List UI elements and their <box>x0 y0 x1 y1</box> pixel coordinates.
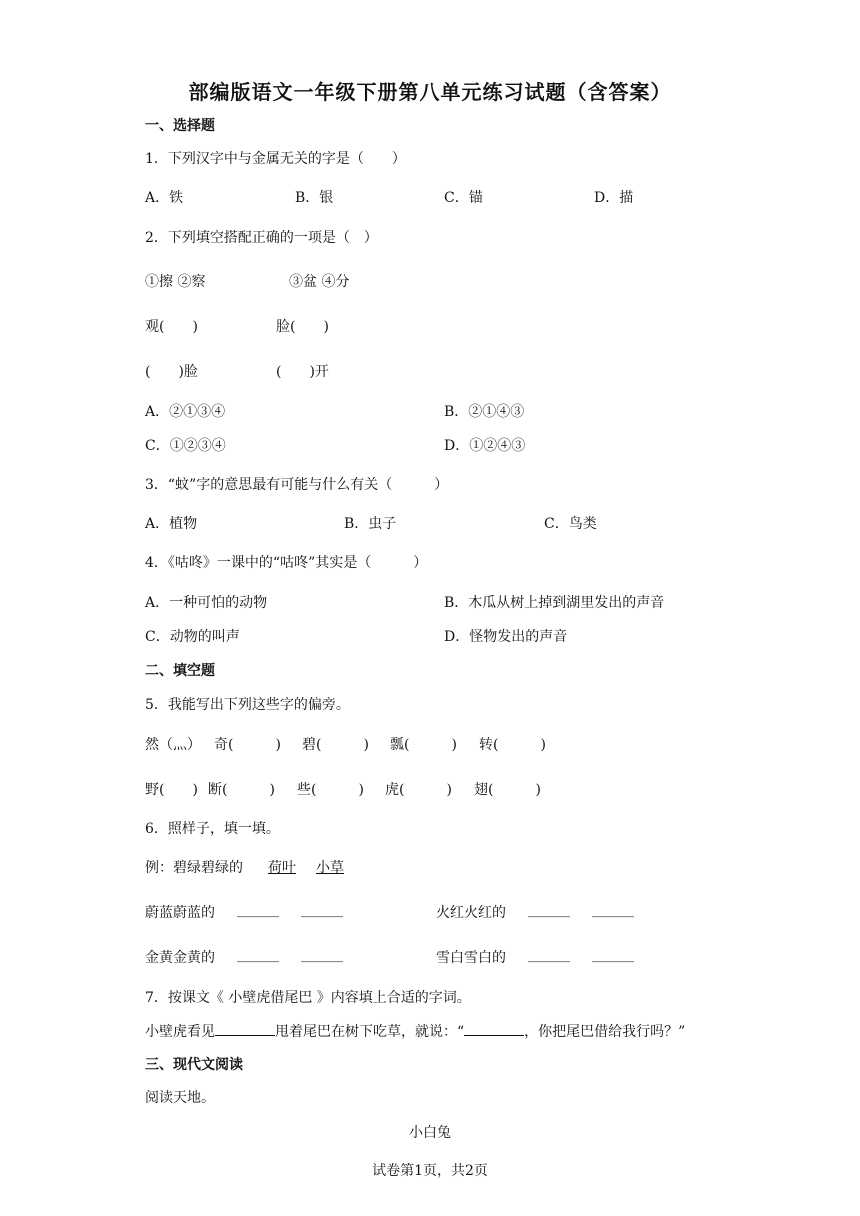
q6-blank[interactable]: ______ <box>528 947 570 963</box>
q4-option-b: B．木瓜从树上掉到湖里发出的声音 <box>444 595 665 611</box>
q6-blank[interactable]: ______ <box>592 947 634 963</box>
q5-row1-item: 瓢( ) <box>390 737 457 753</box>
question-6-stem: 6．照样子，填一填。 <box>145 821 280 837</box>
q2-items-b: ③盆 ④分 <box>289 274 350 290</box>
q2-items-a: ①擦 ②察 <box>145 274 206 290</box>
q5-row2-item: 些( ) <box>297 782 364 798</box>
q3-option-a: A．植物 <box>145 516 198 532</box>
q6-example-word: 小草 <box>316 860 344 876</box>
q3-option-c: C．鸟类 <box>544 516 597 532</box>
q7-blank-1[interactable] <box>215 1021 275 1036</box>
q7-text-a: 小壁虎看见 <box>145 1024 215 1040</box>
question-5-stem: 5．我能写出下列这些字的偏旁。 <box>145 697 350 713</box>
q6-example-word: 荷叶 <box>268 860 296 876</box>
question-2-stem: 2．下列填空搭配正确的一项是（ ） <box>145 230 378 246</box>
q6-blank[interactable]: ______ <box>301 902 343 918</box>
q4-option-a: A．一种可怕的动物 <box>145 595 268 611</box>
q2-option-b: B．②①④③ <box>444 404 525 420</box>
q5-row1-item: 奇( ) <box>214 737 281 753</box>
q6-example-prefix: 例：碧绿碧绿的 <box>145 860 243 876</box>
q5-row1-item: 碧( ) <box>302 737 369 753</box>
section-heading-reading: 三、现代文阅读 <box>145 1057 243 1073</box>
q7-text-b: 甩着尾巴在树下吃草，就说：“ <box>275 1024 465 1040</box>
page-title: 部编版语文一年级下册第八单元练习试题（含答案） <box>188 80 672 104</box>
q7-text-c: ，你把尾巴借给我行吗？” <box>524 1024 686 1040</box>
q1-option-c: C．锚 <box>444 190 483 206</box>
q2-row1-a: 观( ) <box>145 319 198 335</box>
q6-blank[interactable]: ______ <box>237 947 279 963</box>
q2-option-d: D．①②④③ <box>444 438 526 454</box>
reading-intro: 阅读天地。 <box>145 1090 215 1106</box>
page-footer: 试卷第1页，共2页 <box>372 1163 488 1179</box>
q5-row2-item: 野( ) <box>145 782 198 798</box>
question-1-stem: 1．下列汉字中与金属无关的字是（ ） <box>145 151 406 167</box>
q7-blank-2[interactable] <box>464 1021 524 1036</box>
q6-phrase: 金黄金黄的 <box>145 950 215 966</box>
question-3-stem: 3．“蚊”字的意思最有可能与什么有关（ ） <box>145 477 449 493</box>
q6-phrase: 火红火红的 <box>436 905 506 921</box>
q2-row1-b: 脸( ) <box>276 319 329 335</box>
q5-row2-item: 虎( ) <box>385 782 452 798</box>
q6-blank[interactable]: ______ <box>528 902 570 918</box>
q4-option-c: C．动物的叫声 <box>145 629 240 645</box>
q2-option-a: A．②①③④ <box>145 404 226 420</box>
q5-row2-item: 断( ) <box>208 782 275 798</box>
section-heading-choice: 一、选择题 <box>145 118 215 134</box>
q2-row2-b: ( )开 <box>276 364 329 380</box>
q1-option-d: D．描 <box>594 190 634 206</box>
q1-option-a: A．铁 <box>145 190 184 206</box>
q2-option-c: C．①②③④ <box>145 438 226 454</box>
question-7-stem: 7．按课文《 小壁虎借尾巴 》内容填上合适的字词。 <box>145 990 471 1006</box>
q5-row2-item: 翅( ) <box>474 782 541 798</box>
q3-option-b: B．虫子 <box>344 516 397 532</box>
q6-phrase: 蔚蓝蔚蓝的 <box>145 905 215 921</box>
question-4-stem: 4．《咕咚》一课中的“咕咚”其实是（ ） <box>145 555 428 571</box>
q4-option-d: D．怪物发出的声音 <box>444 629 568 645</box>
q6-blank[interactable]: ______ <box>592 902 634 918</box>
passage-title: 小白兔 <box>409 1125 451 1141</box>
q7-sentence <box>145 1021 685 1041</box>
section-heading-fill: 二、填空题 <box>145 663 215 679</box>
q5-row1-item: 转( ) <box>479 737 546 753</box>
q2-row2-a: ( )脸 <box>145 364 198 380</box>
q6-blank[interactable]: ______ <box>237 902 279 918</box>
q1-option-b: B．银 <box>295 190 334 206</box>
q6-blank[interactable]: ______ <box>301 947 343 963</box>
q5-row1-item: 然（灬） <box>145 737 201 753</box>
q6-phrase: 雪白雪白的 <box>436 950 506 966</box>
